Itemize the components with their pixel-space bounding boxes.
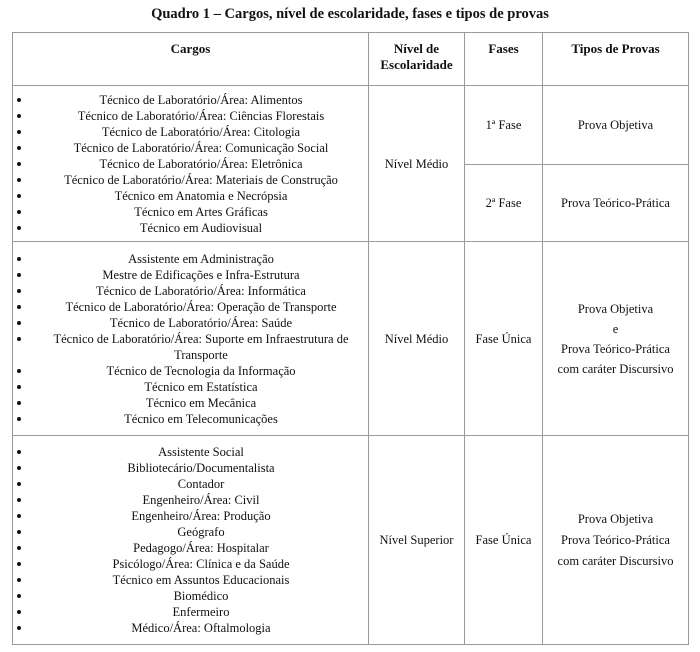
list-item: Técnico de Laboratório/Área: Comunicação Social <box>13 140 368 156</box>
list-item: Técnico de Laboratório/Área: Citologia <box>13 124 368 140</box>
fase-cell-group2: Fase Única <box>465 242 543 436</box>
quadro-table <box>12 32 689 645</box>
fase-cell-group1-first: 1ª Fase <box>465 86 543 165</box>
list-item: Técnico de Laboratório/Área: Ciências Florestais <box>13 108 368 124</box>
list-item: Técnico de Laboratório/Área: Alimentos <box>13 92 368 108</box>
cargos-cell-group3 <box>13 436 369 645</box>
list-item: Técnico de Laboratório/Área: Saúde <box>13 315 368 331</box>
prova-line: Prova Objetiva <box>577 511 654 526</box>
list-item: Geógrafo <box>13 524 368 540</box>
list-item: Técnico em Artes Gráficas <box>13 204 368 220</box>
list-item: Bibliotecário/Documentalista <box>13 460 368 476</box>
prova-line: e <box>612 321 619 336</box>
prova-line: Prova Objetiva <box>577 301 654 316</box>
header-fases: Fases <box>465 33 543 86</box>
prova-line: com caráter Discursivo <box>557 361 674 376</box>
list-item: Técnico de Laboratório/Área: Eletrônica <box>13 156 368 172</box>
list-item: Engenheiro/Área: Produção <box>13 508 368 524</box>
header-nivel-line2: Escolaridade <box>380 57 453 72</box>
list-item: Técnico em Assuntos Educacionais <box>13 572 368 588</box>
prova-cell-group2 <box>543 242 689 436</box>
list-item: Técnico em Audiovisual <box>13 220 368 236</box>
nivel-cell-group1: Nível Médio <box>369 86 465 242</box>
list-item: Técnico de Laboratório/Área: Operação de Transporte <box>13 299 368 315</box>
table-row <box>13 86 689 165</box>
header-row <box>13 33 689 86</box>
prova-cell-group3 <box>543 436 689 645</box>
list-item: Técnico de Tecnologia da Informação <box>13 363 368 379</box>
table-row <box>13 242 689 436</box>
prova-cell-group1-second: Prova Teórico-Prática <box>543 165 689 242</box>
list-item: Técnico em Anatomia e Necrópsia <box>13 188 368 204</box>
table-caption: Quadro 1 – Cargos, nível de escolaridade, fases e tipos de provas <box>151 6 549 22</box>
list-item: Biomédico <box>13 588 368 604</box>
header-nivel <box>369 33 465 86</box>
prova-line: Prova Teórico-Prática <box>561 532 670 547</box>
prova-line: com caráter Discursivo <box>557 553 674 568</box>
list-item: Técnico de Laboratório/Área: Informática <box>13 283 368 299</box>
list-item: Técnico em Telecomunicações <box>13 411 368 427</box>
cargos-cell-group1 <box>13 86 369 242</box>
prova-lines-group2 <box>543 299 688 379</box>
list-item: Engenheiro/Área: Civil <box>13 492 368 508</box>
nivel-cell-group2: Nível Médio <box>369 242 465 436</box>
cargos-cell-group2 <box>13 242 369 436</box>
cargo-list-group1 <box>13 92 368 236</box>
list-item: Psicólogo/Área: Clínica e da Saúde <box>13 556 368 572</box>
list-item: Contador <box>13 476 368 492</box>
header-cargos: Cargos <box>13 33 369 86</box>
list-item: Médico/Área: Oftalmologia <box>13 620 368 636</box>
nivel-cell-group3: Nível Superior <box>369 436 465 645</box>
list-item: Técnico em Estatística <box>13 379 368 395</box>
list-item: Enfermeiro <box>13 604 368 620</box>
header-nivel-line1: Nível de <box>393 41 440 56</box>
list-item: Assistente Social <box>13 444 368 460</box>
list-item: Assistente em Administração <box>13 251 368 267</box>
fase-cell-group1-second: 2ª Fase <box>465 165 543 242</box>
list-item: Técnico de Laboratório/Área: Suporte em Infraestrutura de Transporte <box>13 331 368 363</box>
header-tipos: Tipos de Provas <box>543 33 689 86</box>
list-item: Pedagogo/Área: Hospitalar <box>13 540 368 556</box>
cargo-list-group2 <box>13 251 368 427</box>
table-row <box>13 436 689 645</box>
list-item: Técnico de Laboratório/Área: Materiais de Construção <box>13 172 368 188</box>
prova-line: Prova Teórico-Prática <box>561 341 670 356</box>
fase-cell-group3: Fase Única <box>465 436 543 645</box>
list-item: Técnico em Mecânica <box>13 395 368 411</box>
prova-cell-group1-first: Prova Objetiva <box>543 86 689 165</box>
cargo-list-group3 <box>13 444 368 636</box>
prova-lines-group3 <box>543 509 688 572</box>
list-item: Mestre de Edificações e Infra-Estrutura <box>13 267 368 283</box>
